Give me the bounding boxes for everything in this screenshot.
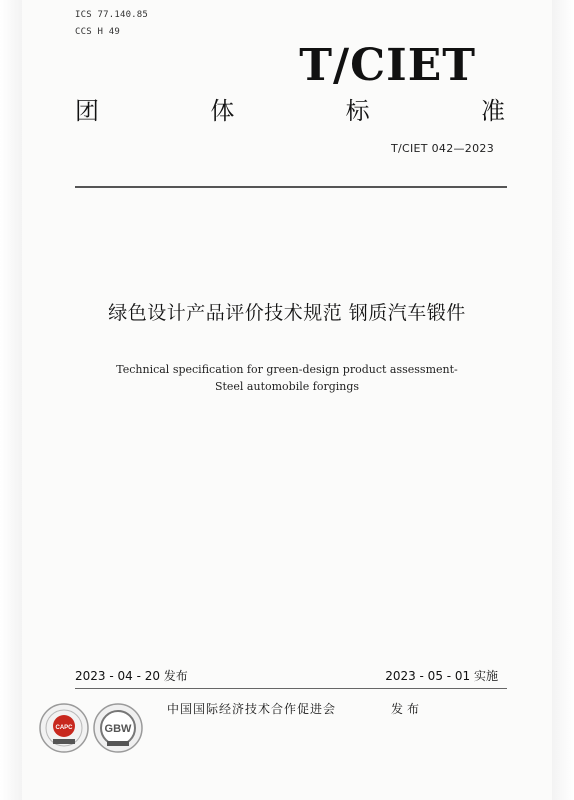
document-title-english-line2: Steel automobile forgings — [214, 380, 360, 393]
capc-seal-icon — [38, 702, 90, 754]
standard-type — [75, 91, 505, 126]
seal-2-text: GBW — [104, 723, 132, 735]
standard-type-char: 体 — [210, 97, 235, 125]
standard-type-char: 团 — [75, 97, 99, 125]
document-title-chinese: 绿色设计产品评价技术规范 钢质汽车锻件 — [108, 302, 466, 324]
scan-right-margin — [552, 0, 574, 800]
ics-code: ICS 77.140.85 — [75, 10, 149, 20]
footer-divider — [75, 688, 507, 689]
standard-number: T/CIET 042—2023 — [390, 142, 494, 155]
standard-brand: T/CIET — [299, 40, 476, 91]
ccs-code: CCS H 49 — [75, 27, 120, 37]
header-divider — [75, 186, 507, 188]
issue-label: 发布 — [391, 702, 424, 716]
document-title-english-line1: Technical specification for green-design product assessment- — [116, 363, 458, 376]
issuing-organization: 中国国际经济技术合作促进会 — [167, 702, 337, 716]
publish-date: 2023 - 04 - 20 发布 — [75, 669, 188, 683]
gbw-seal-icon — [92, 702, 144, 754]
seal-1-text: CAPC — [55, 725, 73, 731]
standard-type-char: 准 — [480, 97, 505, 125]
implement-date: 2023 - 05 - 01 实施 — [385, 669, 498, 683]
scan-left-margin — [0, 0, 22, 800]
standard-type-char: 标 — [345, 97, 370, 125]
